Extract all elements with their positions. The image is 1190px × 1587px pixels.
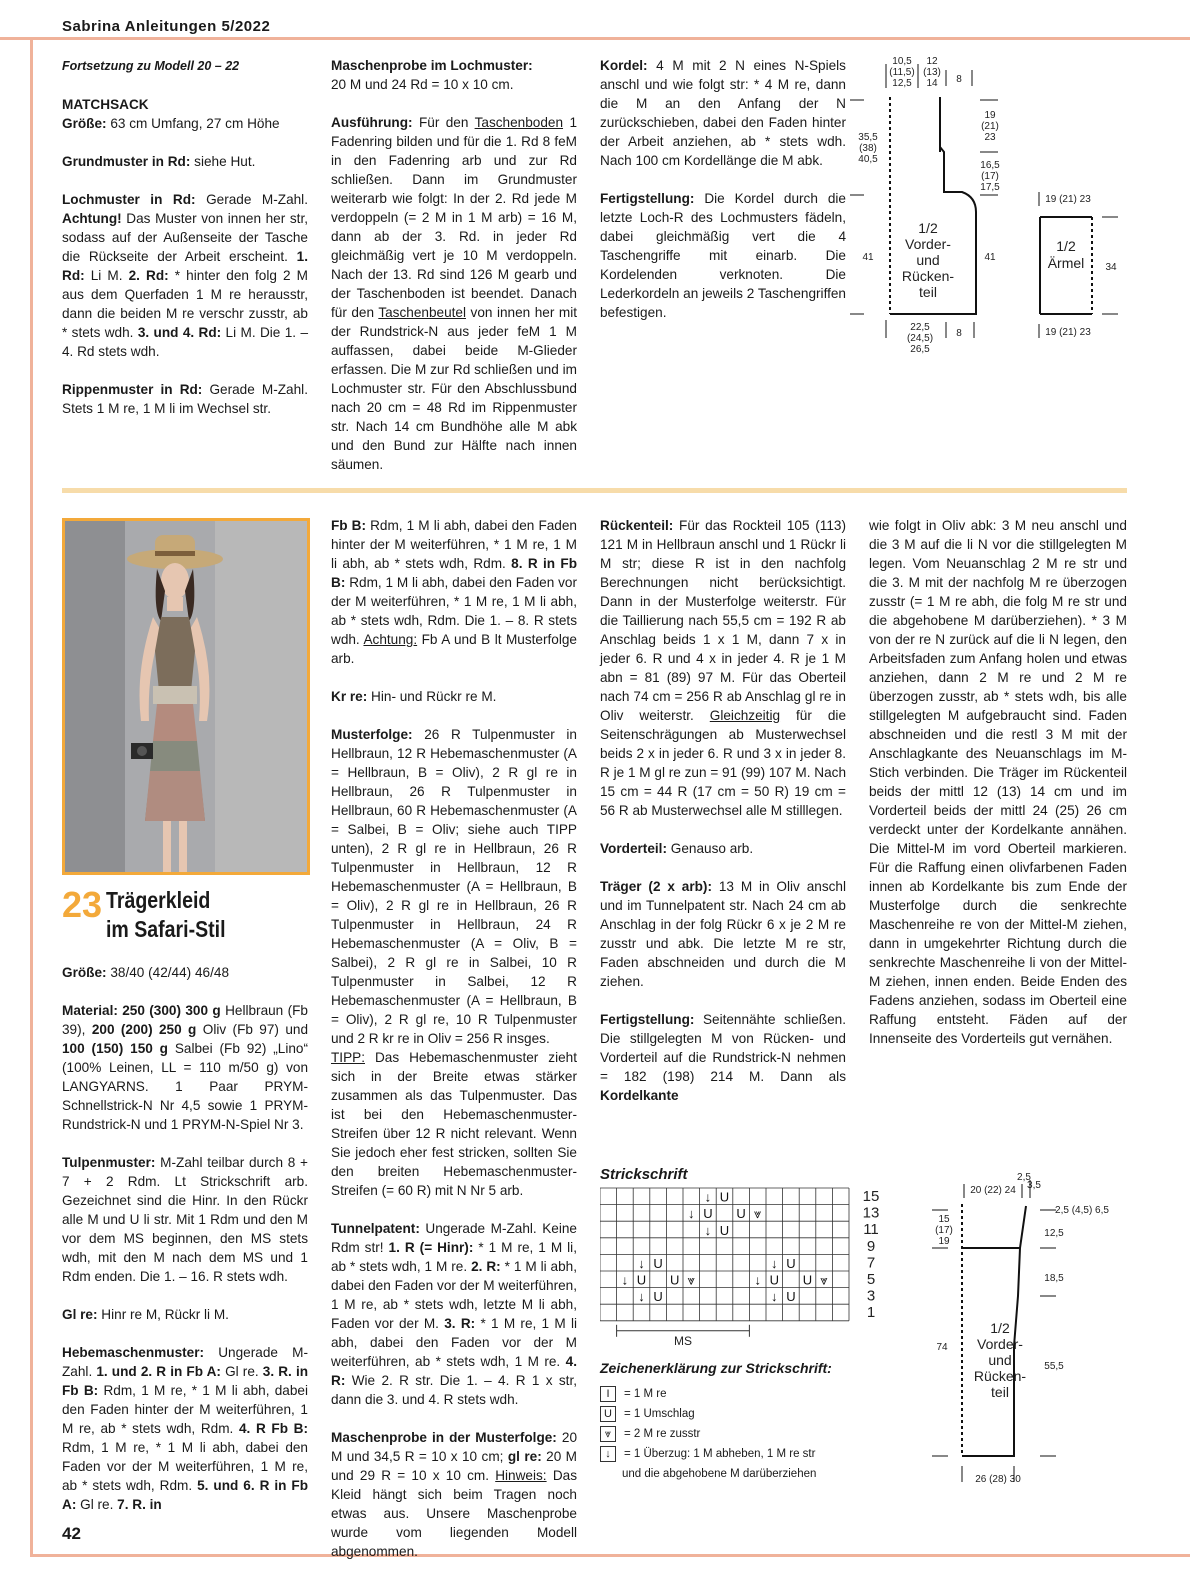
svg-text:14: 14 (926, 78, 938, 89)
chart-row-number: 15 (862, 1188, 880, 1205)
svg-text:1/2: 1/2 (990, 1320, 1010, 1336)
page-frame-top (0, 37, 1190, 40)
fertigstellung-23-paragraph: Fertigstellung: Seitennähte schließen. Die stillgelegten M von Rücken- und Vorderteil auf die Rundstrick-N nehmen = 182 (198) 214 M. Dann als Kordelkante (600, 1012, 847, 1103)
svg-text:12,5: 12,5 (892, 78, 912, 89)
model23-col3: Rückenteil: Für das Rockteil 105 (113) 121 M in Hellbraun anschl und 1 Rückr li M str; diese R ist in den nachfolg Berechnungen nicht berücksichtigt. Dann in der Musterfolge weiterstr. Für die Taillierung nach 55,5 cm = 192 R ab Anschlag beids 1 x 1 M, dann 7 x in jeder 6. R und 4 x in jeder 4. R je 1 M abn = 81 (89) 97 M. Für das Oberteil nach 74 cm = 256 R ab Anschlag gl re in Oliv weiterstr. Gleichzeitig für die Seitenschrägungen ab Musterwechsel beids 2 x in jeder 6. R und 3 x in jeder 8. R je 1 M gl re zun = 91 (99) 107 M. Nach 15 cm = 44 R (17 cm = 50 R) 19 cm = 56 R ab Musterwechsel alle M stilllegen. Vorderteil: Genauso arb. Träger (2 x arb): 13 M in Oliv anschl und im Tunnelpatent str. Nach 24 cm ab Anschlag in der folg Rückr 6 x je 2 M re zusstr und abk. Die letzte M re str, Faden abschneiden und durch die M ziehen. Fertigstellung: Seitennähte schließen. Die stillgelegten M von Rücken- und Vorderteil auf die Rundstrick-N nehmen = 182 (198) 214 M. Dann als Kordelkante (600, 518, 847, 1103)
svg-text:55,5: 55,5 (1044, 1361, 1064, 1372)
legend-symbol (600, 1467, 614, 1481)
chart-symbol: U (769, 1272, 779, 1288)
page-frame-left (30, 37, 33, 1557)
section-divider (62, 488, 1127, 493)
chart-symbol: ↓ (704, 1189, 712, 1205)
dress-model-illustration (65, 521, 307, 872)
chart-symbol: ⩔ (754, 1206, 762, 1222)
svg-text:19 (21) 23: 19 (21) 23 (1045, 327, 1091, 338)
chart-symbol: U (670, 1272, 680, 1288)
chart-row-number: 9 (866, 1237, 876, 1255)
page-header: Sabrina Anleitungen 5/2022 (62, 18, 271, 35)
svg-text:Rücken-: Rücken- (973, 1368, 1027, 1384)
svg-text:teil: teil (991, 1384, 1009, 1400)
chart-symbol: ↓ (704, 1222, 712, 1238)
legend-text: = 1 Umschlag (624, 1408, 695, 1420)
legend-item (600, 1384, 816, 1404)
chart-legend (600, 1384, 816, 1484)
matchsack-title: MATCHSACK (62, 97, 149, 112)
svg-text:41: 41 (862, 252, 874, 263)
svg-text:1/2: 1/2 (1056, 238, 1076, 254)
chart-symbol: U (719, 1189, 730, 1205)
svg-text:19 (21) 23: 19 (21) 23 (1045, 194, 1091, 205)
chart-symbol: U (802, 1272, 813, 1288)
chart-symbol: U (636, 1272, 647, 1288)
legend-symbol: U (600, 1406, 616, 1422)
material-paragraph: Material: 250 (300) 300 g Hellbraun (Fb 39), 200 (200) 250 g Oliv (Fb 97) und 100 (150) 150 g Salbei (Fb 92) „Lino“ (100% Leinen, LL = 110 m/50 g) von LANGYARNS. 1 Paar PRYM-Schnellstrick-N Nr 4,5 sowie 1 PRYM-Rundstrick-N und 1 PRYM-N-Spiel Nr 3. (62, 1003, 309, 1132)
legend-symbol: ↓ (600, 1446, 616, 1462)
svg-text:(13): (13) (923, 67, 941, 78)
svg-text:(24,5): (24,5) (906, 333, 934, 344)
page-frame-bottom (30, 1554, 1190, 1557)
svg-text:1/2: 1/2 (918, 220, 938, 236)
chart-symbol: ↓ (638, 1289, 645, 1305)
section1-col2: Maschenprobe im Lochmuster: 20 M und 24 Rd = 10 x 10 cm. Ausführung: Für den Taschenboden 1 Fadenring bilden und für die 1. Rd 8 feM in den Fadenring arb und zur Rd schließen. Dann im Grundmuster weiterarb wie folgt: In der 2. Rd jede M verdoppeln (= 2 M in 1 M arb) = 16 M, dann ab der 3. Rd. in jeder Rd gleichmäßig vert je 10 M verdoppeln. Nach der 13. Rd sind 126 M gearb und der Taschenboden ist beendet. Danach für den Taschenbeutel von innen her mit der Rundstrick-N aus jeder feM 1 M auffassen, dabei beide M-Glieder erfassen. Die M zur Rd schließen und im Lochmuster str. Für den Abschlussbund nach 20 cm = 48 Rd im Rippenmuster str. Nach 14 cm Bundhöhe alle M abk und den Bund zur Hälfte nach innen säumen. (331, 58, 577, 472)
svg-text:teil: teil (919, 284, 937, 300)
svg-text:22,5: 22,5 (910, 322, 930, 333)
svg-text:8: 8 (956, 74, 962, 85)
model23-col2: Fb B: Rdm, 1 M li abh, dabei den Faden hinter der M weiterführen, * 1 M re, 1 M li abh, ab * stets wdh, Rdm. 8. R in Fb B: Rdm, 1 M li abh, dabei den Faden vor der M weiterführen, * 1 M re, 1 M li abh, ab * stets wdh, Rdm. Die 1. – 8. R stets wdh. Achtung: Fb A und B lt Musterfolge arb. Kr re: Hin- und Rückr re M. Musterfolge: 26 R Tulpenmuster in Hellbraun, 12 R Hebemaschenmuster (A = Hellbraun, B = Oliv), 2 R gl re in Hellbraun, 26 R Tulpenmuster in Hellbraun, 60 R Hebemaschenmuster (A = Salbei, B = Oliv; siehe auch TIPP unten), 2 R gl re in Hellbraun, 26 R Tulpenmuster in Hellbraun, 12 R Hebemaschenmuster (A = Hellbraun, B = Oliv), 2 R gl re in Hellbraun, 26 R Tulpenmuster in Hellbraun, 24 R Hebemaschenmuster (A = Oliv, B = Salbei), 2 R gl re in Salbei, 10 R Tulpenmuster in Salbei, 12 R Hebemaschenmuster (A = Hellbraun, B = Oliv), 2 R gl re, 10 R Tulpenmuster und 2 R kr re in Oliv = 256 R insges. TIPP: Das Hebemaschenmuster zieht sich in der Breite etwas stärker zusammen als das Tulpenmuster. Das ist bei den Hebemaschenmuster-Streifen über 12 R nicht relevant. Wenn Sie jedoch eher fest stricken, sollten Sie den breiten Hebemaschenmuster-Streifen (= 60 R) mit N Nr 5 arb. Tunnelpatent: Ungerade M-Zahl. Keine Rdm str! 1. R (= Hinr): * 1 M re, 1 M li, ab * stets wdh, 1 M re. 2. R: * 1 M li abh, dabei den Faden vor der M weiterführen, 1 M re, ab * stets wdh, letzte M li abh, Faden vor der M. 3. R: * 1 M re, 1 M li abh, dabei den Faden vor der M weiterführen, ab * stets wdh, 1 M re. 4. R: Wie 2. R str. Die 1. – 4. R 1 x str, dann die 3. und 4. R stets wdh. Maschenprobe in der Musterfolge: 20 M und 34,5 R = 10 x 10 cm; gl re: 20 M und 29 R = 10 x 10 cm. Hinweis: Das Kleid hängt sich beim Tragen noch etwas aus. Unsere Maschenprobe wurde vom liegenden Modell abgenommen. (331, 518, 578, 1559)
legend-symbol: I (600, 1386, 616, 1402)
chart-row-number: 5 (866, 1271, 876, 1288)
musterfolge-paragraph: Musterfolge: 26 R Tulpenmuster in Hellbraun, 12 R Hebemaschenmuster (A = Hellbraun, B = Oliv), 2 R gl re in Hellbraun, 26 R Tulpenmuster in Hellbraun, 60 R Hebemaschenmuster (A = Salbei, B = Oliv; siehe auch TIPP unten), 2 R gl re in Hellbraun, 26 R Tulpenmuster in Hellbraun, 12 R Hebemaschenmuster (A = Hellbraun, B = Oliv), 2 R gl re in Hellbraun, 26 R Tulpenmuster in Hellbraun, 24 R Hebemaschenmuster (A = Oliv, B = Salbei), 2 R gl re in Salbei, 10 R Tulpenmuster in Salbei, 12 R Hebemaschenmuster (A = Hellbraun, B = Oliv), 2 R gl re, 10 R Tulpenmuster und 2 R kr re in Oliv = 256 R insges. (331, 727, 577, 1046)
svg-text:16,5: 16,5 (980, 160, 1000, 171)
rueckenteil-paragraph: Rückenteil: Für das Rockteil 105 (113) 121 M in Hellbraun anschl und 1 Rückr li M str; diese R ist in den nachfolg Berechnungen nicht berücksichtigt. Dann in der Musterfolge weiterstr. Für die Taillierung nach 55,5 cm = 192 R ab Anschlag beids 1 x 1 M, dann 7 x in jeder 6. R und 4 x in jeder 4. R je 1 M abn = 81 (89) 97 M. Für das Oberteil nach 74 cm = 256 R ab Anschlag gl re in Oliv weiterstr. Gleichzeitig für die Seitenschrägungen ab Musterwechsel beids 2 x in jeder 6. R und 3 x in jeder 8. R je 1 M gl re zun = 91 (99) 107 M. Nach 15 cm = 44 R (17 cm = 50 R) 19 cm = 56 R ab Musterwechsel alle M stilllegen. (600, 518, 846, 818)
svg-text:2,5: 2,5 (1017, 1172, 1031, 1183)
svg-text:Ärmel: Ärmel (1047, 255, 1085, 271)
chart-symbol: ↓ (771, 1256, 778, 1271)
legend-text: = 1 M re (624, 1388, 667, 1400)
chart-symbol: ↓ (771, 1289, 778, 1305)
svg-text:41: 41 (984, 252, 996, 263)
fertigstellung-paragraph: Fertigstellung: Die Kordel durch die letzte Loch-R des Lochmusters fädeln, dabei gleichmäßig vert die 4 Taschengriffe mit einarb. Die Kordelenden verknoten. Die Lederkordeln an jeweils 2 Taschengriffen befestigen. (600, 191, 846, 320)
chart-symbol: ↓ (638, 1256, 645, 1271)
schematic-dress (930, 1166, 1130, 1496)
legend-item (600, 1444, 816, 1464)
svg-text:(17): (17) (981, 171, 999, 182)
svg-text:40,5: 40,5 (858, 154, 878, 165)
svg-text:10,5: 10,5 (892, 56, 912, 67)
legend-text: = 2 M re zusstr (624, 1428, 701, 1440)
chart-symbol: U (736, 1206, 746, 1222)
legend-text: = 1 Überzug: 1 M abheben, 1 M re str (624, 1448, 816, 1460)
page-number: 42 (62, 1524, 81, 1543)
chart-symbol: ⩔ (687, 1272, 695, 1288)
svg-text:3,5: 3,5 (1027, 1180, 1041, 1191)
svg-text:12: 12 (926, 56, 938, 67)
svg-text:74: 74 (936, 1342, 948, 1353)
svg-text:34: 34 (1105, 262, 1117, 273)
svg-text:35,5: 35,5 (858, 132, 878, 143)
svg-text:Vorder-: Vorder- (905, 236, 951, 252)
svg-text:Rücken-: Rücken- (901, 268, 955, 284)
svg-text:18,5: 18,5 (1044, 1273, 1064, 1284)
svg-text:Vorder-: Vorder- (977, 1336, 1023, 1352)
chart-symbol: ↓ (621, 1272, 629, 1288)
legend-item (600, 1404, 816, 1424)
svg-text:17,5: 17,5 (980, 182, 1000, 193)
kordel-paragraph: Kordel: 4 M mit 2 N eines N-Spiels anschl und wie folgt str: * 4 M re, dann die M an den Anfang der N zurückschieben, dabei den Faden hinter der Arbeit anziehen, ab * stets wdh. Nach 100 cm Kordellänge die M abk. (600, 58, 846, 168)
svg-text:19: 19 (938, 1236, 950, 1247)
chart-row-number: 11 (863, 1221, 879, 1239)
tulpenmuster-paragraph: Tulpenmuster: M-Zahl teilbar durch 8 + 7 + 2 Rdm. Lt Strickschrift arb. Gezeichnet sind die Hinr. In den Rückr alle M und U li str. Mit 1 Rdm und den M vor dem MS beginnen, den MS stets wdh, mit den M nach dem MS und 1 Rdm enden. Die 1. – 16. R stets wdh. (62, 1155, 309, 1284)
legend-item (600, 1424, 816, 1444)
svg-text:12,5: 12,5 (1044, 1228, 1064, 1239)
svg-text:2,5 (4,5) 6,5: 2,5 (4,5) 6,5 (1055, 1205, 1109, 1216)
svg-text:26,5: 26,5 (910, 344, 930, 355)
svg-text:20 (22) 24: 20 (22) 24 (970, 1185, 1016, 1196)
chart-row-number: 7 (866, 1254, 876, 1272)
chart-symbol: U (786, 1289, 796, 1305)
svg-text:19: 19 (984, 110, 996, 121)
chart-symbol: ↓ (688, 1206, 695, 1222)
rippenmuster-paragraph: Rippenmuster in Rd: Gerade M-Zahl. Stets 1 M re, 1 M li im Wechsel str. (62, 382, 308, 416)
section1-col1: Fortsetzung zu Modell 20 – 22 MATCHSACK Größe: 63 cm Umfang, 27 cm Höhe Grundmuster in Rd: siehe Hut. Lochmuster in Rd: Gerade M-Zahl. Achtung! Das Muster von innen her str, sodass auf der Außenseite der Tasche die Rückseite der Arbeit erscheint. 1. Rd: Li M. 2. Rd: * hinter den folg 2 M aus dem Querfaden 1 M re herausstr, dann die beiden M re verschr zusstr, ab * stets wdh. 3. und 4. Rd: Li M. Die 1. – 4. Rd stets wdh. Rippenmuster in Rd: Gerade M-Zahl. Stets 1 M re, 1 M li im Wechsel str. (62, 59, 309, 416)
chart-symbol: U (719, 1222, 730, 1238)
tunnelpatent-paragraph: Tunnelpatent: Ungerade M-Zahl. Keine Rdm str! 1. R (= Hinr): * 1 M re, 1 M li, ab * stets wdh, 1 M re. 2. R: * 1 M li abh, dabei den Faden vor der M weiterführen, 1 M re, ab * stets wdh, letzte M li abh, Faden vor der M. 3. R: * 1 M re, 1 M li abh, dabei den Faden vor der M weiterführen, ab * stets wdh, 1 M re. 4. R: Wie 2. R str. Die 1. – 4. R 1 x str, dann die 3. und 4. R stets wdh. (331, 1221, 578, 1407)
model23-col4: wie folgt in Oliv abk: 3 M neu anschl und die 3 M auf die li N vor die stillgelegten M legen. Vom Neuanschlag 2 M re str und die 3. M mit der nachfolg M re überzogen zusstr (= 1 M re abh, die folg M re str und die abgehobene M darüberziehen). * 3 M von der re N zurück auf die li N legen, den Arbeitsfaden zum Anfang holen und etwas anziehen, dann 2 M re und 2 M re überzogen zusstr, ab * stets wdh, bis alle stillgelegten M aufgebraucht sind. Faden abschneiden und die restl 3 M mit der Anschlagkante des Neuanschlags im M-Stich verbinden. Die Träger im Rückenteil beids der mittl 12 (13) 14 cm und im Vorderteil beids der mittl 24 (25) 26 cm verdeckt unter der Kordelkante annähen. Die Mittel-M im vord Oberteil markieren. Für die Raffung einen olivfarbenen Faden innen ab Kordelkante bis zum Ende der Musterfolge durch die senkrechte Maschenreihe re von der Mittel-M ziehen, dann in umgekehrter Richtung durch die senkrechte Maschenreihe li von der Mittel-M ziehen, innen enden. Beide Enden des Fadens anziehen, sodass im Oberteil eine Raffung entsteht. Fäden auf der Innenseite des Vorderteils gut vernähen. (869, 518, 1127, 1046)
chart-symbol: ↓ (754, 1272, 761, 1288)
chart-symbol: U (786, 1256, 796, 1271)
legend-title: Zeichenerklärung zur Strickschrift: (600, 1360, 832, 1376)
knitting-chart (600, 1186, 900, 1356)
chart-row-number: 3 (866, 1287, 876, 1305)
svg-text:(11,5): (11,5) (889, 67, 915, 78)
chart-symbol: U (653, 1256, 663, 1271)
legend-symbol: ⩔ (600, 1426, 616, 1442)
svg-text:23: 23 (984, 132, 996, 143)
svg-text:26 (28) 30: 26 (28) 30 (975, 1474, 1021, 1485)
svg-text:(17): (17) (935, 1225, 953, 1236)
chart-symbol: U (653, 1289, 663, 1305)
schematic-bag-dress (850, 52, 1130, 362)
model-photo (62, 518, 310, 875)
chart-row-number: 13 (862, 1204, 880, 1222)
chart-row-number: 1 (866, 1304, 876, 1322)
maschenprobe-paragraph: Maschenprobe in der Musterfolge: 20 M und 34,5 R = 10 x 10 cm; gl re: 20 M und 29 R = 10 x 10 cm. Hinweis: Das Kleid hängt sich beim Tragen noch etwas aus. Unsere Maschenprobe wurde vom liegenden Modell abgenommen. (331, 1430, 578, 1559)
chart-ms-label: MS (674, 1333, 692, 1348)
model-number: 23 (62, 884, 103, 925)
svg-text:und: und (988, 1352, 1012, 1368)
svg-text:(21): (21) (981, 121, 999, 132)
svg-text:8: 8 (956, 328, 962, 339)
section1-col3 (600, 56, 846, 341)
chart-symbol: U (703, 1206, 713, 1222)
model-title: Trägerkleid im Safari-Stil (106, 887, 226, 942)
model23-col1: Größe: 38/40 (42/44) 46/48 Material: 250 (300) 300 g Hellbraun (Fb 39), 200 (200) 250 g Oliv (Fb 97) und 100 (150) 150 g Salbei (Fb 92) „Lino“ (100% Leinen, LL = 110 m/50 g) von LANGYARNS. 1 Paar PRYM-Schnellstrick-N Nr 4,5 sowie 1 PRYM-Rundstrick-N und 1 PRYM-N-Spiel Nr 3. Tulpenmuster: M-Zahl teilbar durch 8 + 7 + 2 Rdm. Lt Strickschrift arb. Gezeichnet sind die Hinr. In den Rückr alle M und U li str. Mit 1 Rdm und den M vor dem MS beginnen, den MS stets wdh, mit den M nach dem MS und 1 Rdm enden. Die 1. – 16. R stets wdh. Gl re: Hinr re M, Rückr li M. Hebemaschenmuster: Ungerade M-Zahl. 1. und 2. R in Fb A: Gl re. 3. R. in Fb B: Rdm, 1 M re, * 1 M li abh, dabei den Faden hinter der M weiterführen, 1 M re, ab * stets wdh, Rdm. 4. R Fb B: Rdm, 1 M re, * 1 M li abh, dabei den Faden vor der M weiterführen, 1 M re, ab * stets wdh, Rdm. 5. und 6. R in Fb A: Gl re. 7. R. in (62, 965, 309, 1512)
ausfuehrung-paragraph: Ausführung: Für den Taschenboden 1 Fadenring bilden und für die 1. Rd 8 feM in den Fadenring arb und zur Rd schließen. Dann im Grundmuster weiterarb wie folgt: In der 2. Rd jede M verdoppeln (= 2 M in 1 M arb) = 16 M, dann ab der 3. Rd. in jeder Rd gleichmäßig vert je 10 M verdoppeln. Nach der 13. Rd sind 126 M gearb und der Taschenboden ist beendet. Danach für den Taschenbeutel von innen her mit der Rundstrick-N aus jeder feM 1 M auffassen, dabei beide M-Glieder erfassen. Die M zur Rd schließen und im Lochmuster str. Für den Abschlussbund nach 20 cm = 48 Rd im Rippenmuster str. Nach 14 cm Bundhöhe alle M abk und den Bund zur Hälfte nach innen säumen. (331, 115, 577, 472)
svg-text:und: und (916, 252, 940, 268)
chart-title: Strickschrift (600, 1166, 688, 1183)
svg-text:15: 15 (938, 1214, 950, 1225)
chart-symbol: ⩔ (820, 1272, 828, 1288)
lochmuster-paragraph: Lochmuster in Rd: Gerade M-Zahl. Achtung! Das Muster von innen her str, sodass auf der Außenseite der Tasche die Rückseite der Arbeit erscheint. 1. Rd: Li M. 2. Rd: * hinter den folg 2 M aus dem Querfaden 1 M re herausstr, dann die beiden M re verschr zusstr, ab * stets wdh. 3. und 4. Rd: Li M. Die 1. – 4. Rd stets wdh. (62, 192, 309, 359)
traeger-paragraph: Träger (2 x arb): 13 M in Oliv anschl und im Tunnelpatent str. Nach 24 cm ab Anschlag in der folg Rückr 6 x je 2 M re zusstr und abk. Die letzte M re str, Faden abschneiden und durch die M ziehen. (600, 879, 846, 989)
legend-item (600, 1464, 816, 1484)
hebemaschen-paragraph: Hebemaschenmuster: Ungerade M-Zahl. 1. und 2. R in Fb A: Gl re. 3. R. in Fb B: Rdm, 1 M re, * 1 M li abh, dabei den Faden hinter der M weiterführen, 1 M re, ab * stets wdh, Rdm. 4. R Fb B: Rdm, 1 M re, * 1 M li abh, dabei den Faden vor der M weiterführen, 1 M re, ab * stets wdh, Rdm. 5. und 6. R in Fb A: Gl re. 7. R. in (62, 1345, 309, 1512)
continuation-note: Fortsetzung zu Modell 20 – 22 (62, 59, 240, 73)
svg-text:(38): (38) (859, 143, 877, 154)
legend-text: und die abgehobene M darüberziehen (622, 1468, 817, 1480)
